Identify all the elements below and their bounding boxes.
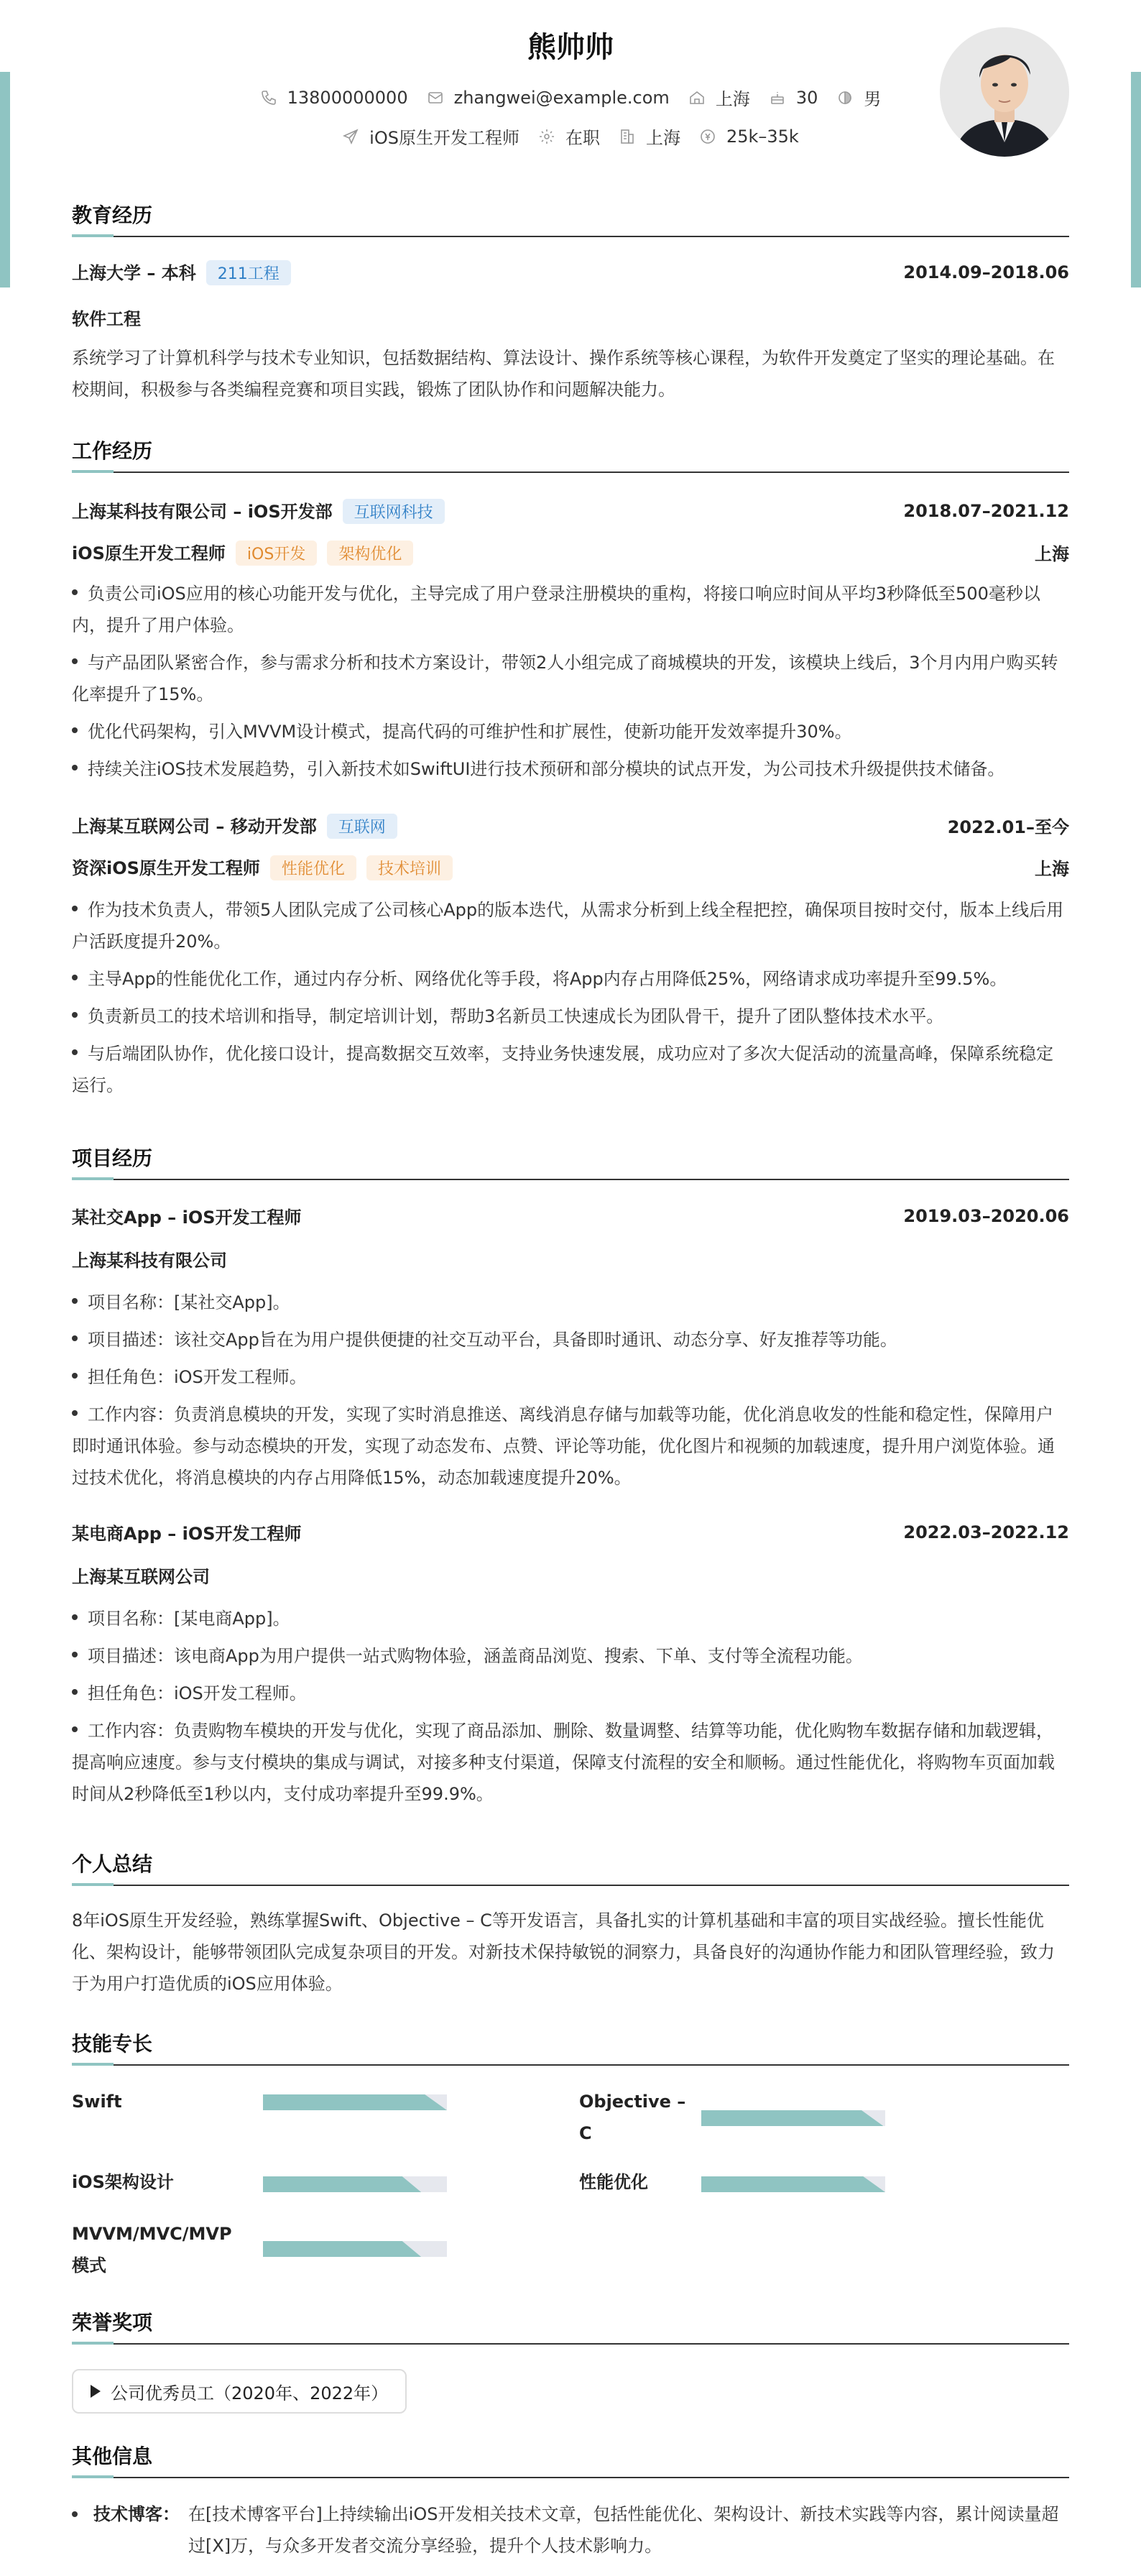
work-title: 工作经历 xyxy=(72,436,1069,473)
right-accent-bar xyxy=(1131,72,1141,288)
job-title-info xyxy=(342,124,519,149)
phone-icon xyxy=(260,89,277,106)
gear-icon xyxy=(538,128,555,145)
project-1-header xyxy=(72,1203,1069,1228)
job-1-skill-tag: 架构优化 xyxy=(327,540,413,566)
projects-section xyxy=(72,1143,1069,1180)
skill-name: Objective – C xyxy=(579,2092,686,2143)
candidate-name: 熊帅帅 xyxy=(527,31,614,64)
city-info xyxy=(688,85,750,110)
list-item xyxy=(72,1324,1069,1356)
skill-bar xyxy=(701,2176,885,2192)
list-item xyxy=(72,578,1069,641)
job-1-period: 2018.07–2021.12 xyxy=(903,500,1069,521)
skills-section xyxy=(72,2028,1069,2066)
skill-fill xyxy=(263,2241,421,2257)
bullet-text: 作为技术负责人，带领5人团队完成了公司核心App的版本迭代，从需求分析到上线全程把控，确保项目按时交付，版本上线后用户活跃度提升20%。 xyxy=(72,900,1064,952)
salary-info xyxy=(699,126,799,147)
education-header xyxy=(72,259,1069,285)
list-item xyxy=(72,716,1069,748)
skill-name: MVVM/MVC/MVP模式 xyxy=(72,2224,232,2276)
resume-page xyxy=(72,0,1069,2556)
paper-plane-icon xyxy=(342,128,359,145)
phone-info xyxy=(260,88,408,108)
project-1-bullets xyxy=(72,1287,1069,1494)
job-1-position-line xyxy=(72,539,413,566)
project-2-header xyxy=(72,1519,1069,1545)
summary-section xyxy=(72,1849,1069,1886)
honors-title: 荣誉奖项 xyxy=(72,2307,1069,2345)
blog-item xyxy=(72,2498,1069,2562)
school-tag: 211工程 xyxy=(206,260,291,285)
list-item xyxy=(72,1038,1069,1101)
work-city-info xyxy=(619,124,680,149)
cake-icon xyxy=(769,89,786,106)
skill-name: Swift xyxy=(72,2092,122,2112)
bullet-text: 项目描述：该电商App为用户提供一站式购物体验，涵盖商品浏览、搜索、下单、支付等全流程功能。 xyxy=(88,1646,863,1666)
job-2-period: 2022.01–至今 xyxy=(947,817,1069,837)
bullet-text: 项目名称：[某电商App]。 xyxy=(88,1609,290,1629)
skill-name: 性能优化 xyxy=(579,2172,648,2192)
expand-triangle-icon xyxy=(91,2385,101,2398)
job-2-bullets xyxy=(72,894,1069,1101)
skill-bar xyxy=(263,2094,447,2110)
education-description: 系统学习了计算机科学与技术专业知识，包括数据结构、算法设计、操作系统等核心课程，为软件开发奠定了坚实的理论基础。在校期间，积极参与各类编程竞赛和项目实践，锻炼了团队协作和问题解决能力。 xyxy=(72,348,1055,400)
honor-item[interactable] xyxy=(72,2369,407,2414)
job-2-skill-tag: 技术培训 xyxy=(366,855,453,880)
bullet-text: 持续关注iOS技术发展趋势，引入新技术如SwiftUI进行技术预研和部分模块的试点开发，为公司技术升级提供技术储备。 xyxy=(88,759,1005,779)
project-1-name: 某社交App – iOS开发工程师 xyxy=(72,1208,302,1228)
list-item xyxy=(72,963,1069,995)
city-text: 上海 xyxy=(715,89,750,109)
job-1-position-row xyxy=(72,539,1069,566)
salary-text: 25k–35k xyxy=(726,126,799,147)
list-item xyxy=(72,1603,1069,1634)
list-item xyxy=(72,647,1069,710)
phone-text: 13800000000 xyxy=(287,87,408,108)
bullet-text: 工作内容：负责消息模块的开发，实现了实时消息推送、离线消息存储与加载等功能，优化消息收发的性能和稳定性，保障用户即时通讯体验。参与动态模块的开发，实现了动态发布、点赞、评论等功能，优化图片和视频的加载速度，提升用户浏览体验。通过技术优化，将消息模块的内存占用降低15%，动态加载速度提升20%。 xyxy=(72,1404,1055,1488)
work-city-text: 上海 xyxy=(645,128,680,148)
home-icon xyxy=(688,89,706,106)
job-1-location: 上海 xyxy=(1035,544,1069,564)
school-line xyxy=(72,259,291,285)
gender-icon xyxy=(836,89,854,106)
left-accent-bar xyxy=(0,72,10,288)
honors-section xyxy=(72,2307,1069,2345)
job-2-header xyxy=(72,812,1069,839)
skill-bar xyxy=(263,2241,447,2257)
age-text: 30 xyxy=(795,87,818,108)
bullet-text: 主导App的性能优化工作，通过内存分析、网络优化等手段，将App内存占用降低25%，网络请求成功率提升至99.5%。 xyxy=(88,969,1007,989)
skills-title: 技能专长 xyxy=(72,2028,1069,2066)
resume-header xyxy=(72,0,1069,180)
email-text: zhangwei@example.com xyxy=(453,87,670,108)
bullet-text: 担任角色：iOS开发工程师。 xyxy=(88,1683,307,1703)
list-item xyxy=(72,1000,1069,1032)
job-1-company-line xyxy=(72,497,445,524)
job-1-position: iOS原生开发工程师 xyxy=(72,543,226,564)
honor-text: 公司优秀员工（2020年、2022年） xyxy=(111,2383,389,2404)
list-item xyxy=(72,1361,1069,1393)
job-1-tag: 互联网科技 xyxy=(343,499,445,524)
email-info xyxy=(427,88,670,108)
blog-label: 技术博客： xyxy=(93,2504,180,2524)
project-2-period: 2022.03–2022.12 xyxy=(903,1522,1069,1542)
education-section xyxy=(72,200,1069,237)
bullet-text: 项目描述：该社交App旨在为用户提供便捷的社交互动平台，具备即时通讯、动态分享、好友推荐等功能。 xyxy=(88,1330,897,1350)
mail-icon xyxy=(427,89,444,106)
project-2-company: 上海某互联网公司 xyxy=(72,1567,210,1587)
bullet-text: 优化代码架构，引入MVVM设计模式，提高代码的可维护性和扩展性，使新功能开发效率提升30%。 xyxy=(88,722,852,742)
job-2-skill-tag: 性能优化 xyxy=(270,855,356,880)
status-text: 在职 xyxy=(565,128,600,148)
list-item xyxy=(72,894,1069,957)
job-2-position-line xyxy=(72,854,453,880)
building-icon xyxy=(619,128,636,145)
bullet-text: 负责公司iOS应用的核心功能开发与优化，主导完成了用户登录注册模块的重构，将接口响应时间从平均3秒降低至500毫秒以内，提升了用户体验。 xyxy=(72,584,1040,635)
other-section xyxy=(72,2441,1069,2478)
bullet-dot xyxy=(72,2511,78,2517)
bullet-text: 与产品团队紧密合作，参与需求分析和技术方案设计，带领2人小组完成了商城模块的开发，该模块上线后，3个月内用户购买转化率提升了15%。 xyxy=(72,653,1058,704)
bullet-text: 与后端团队协作，优化接口设计，提高数据交互效率，支持业务快速发展，成功应对了多次大促活动的流量高峰，保障系统稳定运行。 xyxy=(72,1044,1053,1095)
gender-text: 男 xyxy=(864,89,882,109)
job-2-location: 上海 xyxy=(1035,859,1069,879)
project-2-name: 某电商App – iOS开发工程师 xyxy=(72,1524,302,1544)
list-item xyxy=(72,1399,1069,1494)
skill-fill xyxy=(701,2110,883,2126)
status-info xyxy=(538,124,600,149)
education-title: 教育经历 xyxy=(72,200,1069,237)
blog-text: 在[技术博客平台]上持续输出iOS开发相关技术文章，包括性能优化、架构设计、新技术实践等内容，累计阅读量超过[X]万，与众多开发者交流分享经验，提升个人技术影响力。 xyxy=(188,2504,1059,2556)
project-1-company: 上海某科技有限公司 xyxy=(72,1251,227,1271)
bullet-text: 负责新员工的技术培训和指导，制定培训计划，帮助3名新员工快速成长为团队骨干，提升了团队整体技术水平。 xyxy=(88,1006,944,1026)
job-2-tag: 互联网 xyxy=(327,814,397,839)
skill-fill xyxy=(701,2176,885,2192)
job-2-position-row xyxy=(72,854,1069,880)
gender-info xyxy=(836,85,881,110)
list-item xyxy=(72,1678,1069,1709)
list-item xyxy=(72,1715,1069,1810)
job-1-header xyxy=(72,497,1069,524)
job-1-company: 上海某科技有限公司 – iOS开发部 xyxy=(72,502,333,522)
list-item xyxy=(72,753,1069,785)
job-1-bullets xyxy=(72,578,1069,785)
school-name: 上海大学 – 本科 xyxy=(72,263,196,283)
skill-bar xyxy=(701,2110,885,2126)
education-major: 软件工程 xyxy=(72,309,141,329)
skill-fill xyxy=(263,2176,421,2192)
job-title-text: iOS原生开发工程师 xyxy=(369,128,519,148)
projects-title: 项目经历 xyxy=(72,1143,1069,1180)
job-2-company: 上海某互联网公司 – 移动开发部 xyxy=(72,816,317,837)
contact-row xyxy=(72,85,1069,110)
bullet-text: 工作内容：负责购物车模块的开发与优化，实现了商品添加、删除、数量调整、结算等功能，优化购物车数据存储和加载逻辑，提高响应速度。参与支付模块的集成与调试，对接多种支付渠道，保障支付流程的安全和顺畅。通过性能优化，将购物车页面加载时间从2秒降低至1秒以内，支付成功率提升至99.9%。 xyxy=(72,1721,1055,1804)
work-section xyxy=(72,436,1069,473)
summary-title: 个人总结 xyxy=(72,1849,1069,1886)
skill-name: iOS架构设计 xyxy=(72,2172,174,2192)
skill-bar xyxy=(263,2176,447,2192)
other-title: 其他信息 xyxy=(72,2441,1069,2478)
job-2-position: 资深iOS原生开发工程师 xyxy=(72,858,260,878)
coin-icon xyxy=(699,128,716,145)
job-2-company-line xyxy=(72,812,397,839)
job-1-skill-tag: iOS开发 xyxy=(236,540,317,566)
bullet-text: 担任角色：iOS开发工程师。 xyxy=(88,1367,307,1387)
skill-fill xyxy=(263,2094,447,2110)
summary-text: 8年iOS原生开发经验，熟练掌握Swift、Objective – C等开发语言，具备扎实的计算机基础和丰富的项目实战经验。擅长性能优化、架构设计，能够带领团队完成复杂项目的开发。对新技术保持敏锐的洞察力，具备良好的沟通协作能力和团队管理经验，致力于为用户打造优质的iOS应用体验。 xyxy=(72,1910,1055,1994)
bullet-text: 项目名称：[某社交App]。 xyxy=(88,1292,290,1312)
list-item xyxy=(72,1640,1069,1672)
project-1-period: 2019.03–2020.06 xyxy=(903,1205,1069,1226)
education-period: 2014.09–2018.06 xyxy=(903,262,1069,282)
age-info xyxy=(769,88,818,108)
project-2-bullets xyxy=(72,1603,1069,1810)
list-item xyxy=(72,1287,1069,1318)
job-intent-row xyxy=(72,124,1069,149)
avatar xyxy=(940,27,1069,157)
